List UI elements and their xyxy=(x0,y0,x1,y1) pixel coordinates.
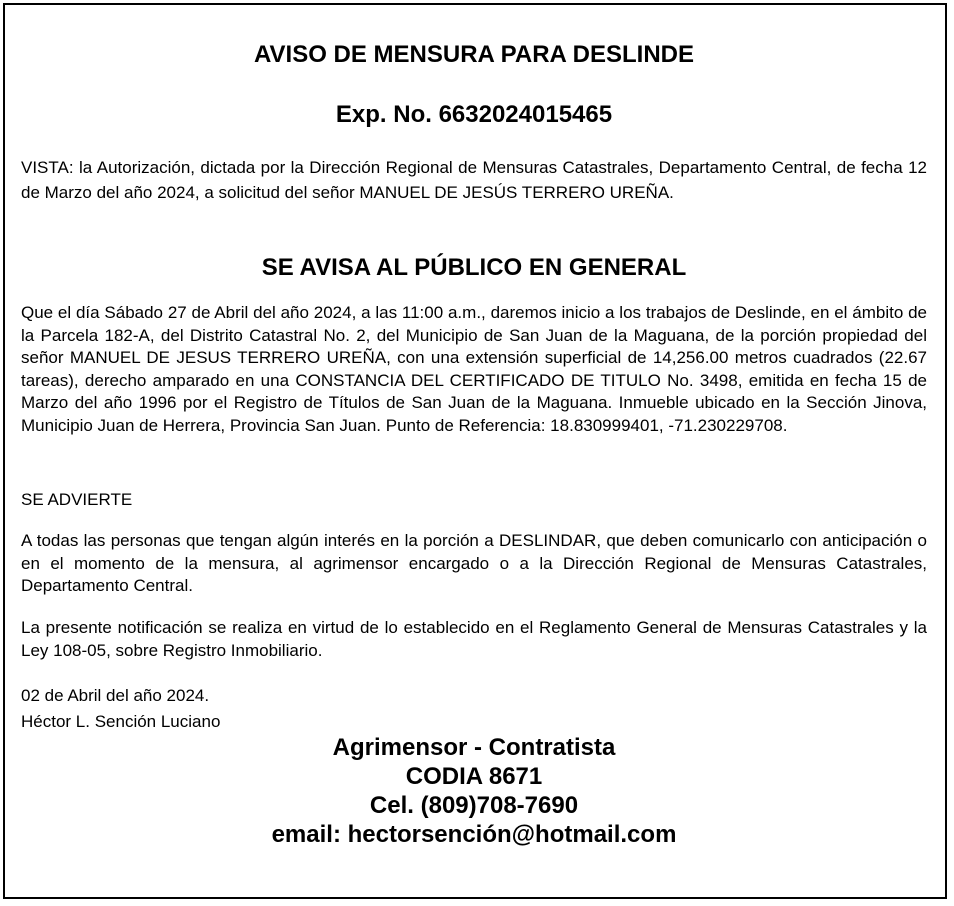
legal-paragraph: La presente notificación se realiza en virtud de lo establecido en el Reglamento General de Mensuras Catastrales y la Ley 108-05, sobre Registro Inmobiliario. xyxy=(21,618,927,660)
vista-paragraph: VISTA: la Autorización, dictada por la Dirección Regional de Mensuras Catastrales, Departamento Central, de fecha 12 de Marzo del año 2024, a solicitud del señor MANUEL DE JESÚS TERRERO UREÑA. xyxy=(21,158,927,202)
expediente-number: Exp. No. 6632024015465 xyxy=(335,101,613,128)
advertencia-paragraph: A todas las personas que tengan algún interés en la porción a DESLINDAR, que deben comunicarlo con anticipación o en el momento de la mensura, al agrimensor encargado o a la Dirección Regional de Mensuras Catastrales, Departamento Central. xyxy=(21,531,927,595)
advierte-label: SE ADVIERTE xyxy=(21,490,133,509)
surveyor-name: Héctor L. Sención Luciano xyxy=(21,712,221,731)
phone-number: Cel. (809)708-7690 xyxy=(369,792,579,819)
public-notice-heading: SE AVISA AL PÚBLICO EN GENERAL xyxy=(261,254,687,281)
email-address: email: hectorsención@hotmail.com xyxy=(271,821,677,848)
notice-body-paragraph: Que el día Sábado 27 de Abril del año 2024, a las 11:00 a.m., daremos inicio a los trabajos de Deslinde, en el ámbito de la Parcela 182-A, del Distrito Catastral No. 2, del Municipio de San Juan de la Maguana, de la porción propiedad del señor MANUEL DE JESUS TERRERO UREÑA, con una extensión superficial de 14,256.00 metros cuadrados (22.67 tareas), derecho amparado en una CONSTANCIA DEL CERTIFICADO DE TITULO No. 3498, emitida en fecha 15 de Marzo del año 1996 por el Registro de Títulos de San Juan de la Maguana. Inmueble ubicado en la Sección Jinova, Municipio Juan de Herrera, Provincia San Juan. Punto de Referencia: 18.830999401, -71.230229708. xyxy=(21,303,927,435)
codia-number: CODIA 8671 xyxy=(405,763,543,790)
notice-title: AVISO DE MENSURA PARA DESLINDE xyxy=(253,41,695,68)
notice-date: 02 de Abril del año 2024. xyxy=(21,686,210,705)
surveyor-role: Agrimensor - Contratista xyxy=(332,734,616,761)
